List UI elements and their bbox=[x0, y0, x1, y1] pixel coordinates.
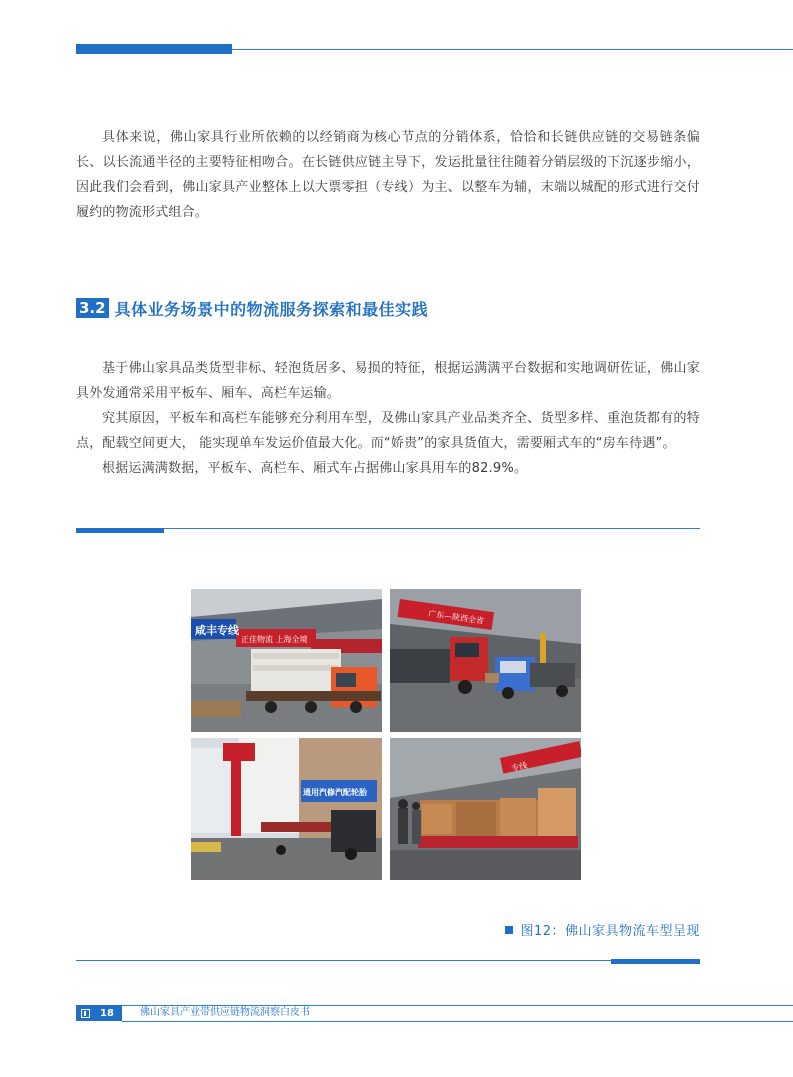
page-number: 18 bbox=[100, 1007, 114, 1019]
figure-caption-text: 图12：佛山家具物流车型呈现 bbox=[520, 924, 700, 939]
figure-bottom-rule bbox=[76, 960, 700, 961]
intro-text bbox=[76, 125, 700, 225]
photo-trucks-yard bbox=[390, 589, 581, 732]
photo1-sign-a: 咸丰专线 bbox=[195, 624, 239, 637]
photo4-sign: 专线 bbox=[510, 760, 529, 773]
section-title: 具体业务场景中的物流服务探索和最佳实践 bbox=[114, 299, 429, 319]
photo-crated-cargo bbox=[390, 738, 581, 880]
section-heading bbox=[76, 297, 428, 319]
photo-flatbed-truck bbox=[191, 589, 382, 732]
footer-title: 佛山家具产业带供应链物流洞察白皮书 bbox=[140, 1007, 310, 1018]
caption-bullet-icon bbox=[505, 926, 513, 934]
intro-paragraph: 具体来说，佛山家具行业所依赖的以经销商为核心节点的分销体系，恰恰和长链供应链的交易链条偏长、以长流通半径的主要特征相吻合。在长链供应链主导下，发运批量往往随着分销层级的下沉逐步缩小，因此我们会看到，佛山家具产业整体上以大票零担（专线）为主、以整车为辅，末端以城配的形式进行交付履约的物流形式组合。 bbox=[76, 130, 700, 220]
figure-bottom-accent bbox=[611, 959, 700, 964]
section-body bbox=[76, 356, 700, 481]
page-footer bbox=[76, 1005, 793, 1021]
photo2-sign: 广东—陕西全省 bbox=[427, 609, 485, 626]
section-paragraph-2: 究其原因，平板车和高栏车能够充分利用车型，及佛山家具产业品类齐全、货型多样、重泡货都有的特点，配载空间更大， 能实现单车发运价值最大化。而“娇贵”的家具货值大，需要厢式车的“房车待遇”。 bbox=[76, 411, 700, 451]
section-paragraph-3: 根据运满满数据，平板车、高栏车、厢式车占据佛山家具用车的82.9%。 bbox=[102, 461, 528, 476]
figure-caption bbox=[505, 920, 700, 939]
section-paragraph-1: 基于佛山家具品类货型非标、轻泡货居多、易损的特征，根据运满满平台数据和实地调研佐证，佛山家具外发通常采用平板车、厢车、高栏车运输。 bbox=[76, 361, 700, 401]
figure-top-accent bbox=[76, 528, 164, 533]
photo3-sign: 通用汽修汽配轮胎 bbox=[303, 788, 367, 797]
header-accent-bar bbox=[76, 44, 232, 54]
footer-page-box bbox=[76, 1005, 122, 1021]
photo1-sign-b: 正佳物流 上海全境 bbox=[241, 635, 308, 644]
photo-street-trucks bbox=[191, 738, 382, 880]
book-icon bbox=[81, 1009, 90, 1018]
figure-top-rule bbox=[76, 528, 700, 529]
section-number: 3.2 bbox=[76, 298, 109, 318]
